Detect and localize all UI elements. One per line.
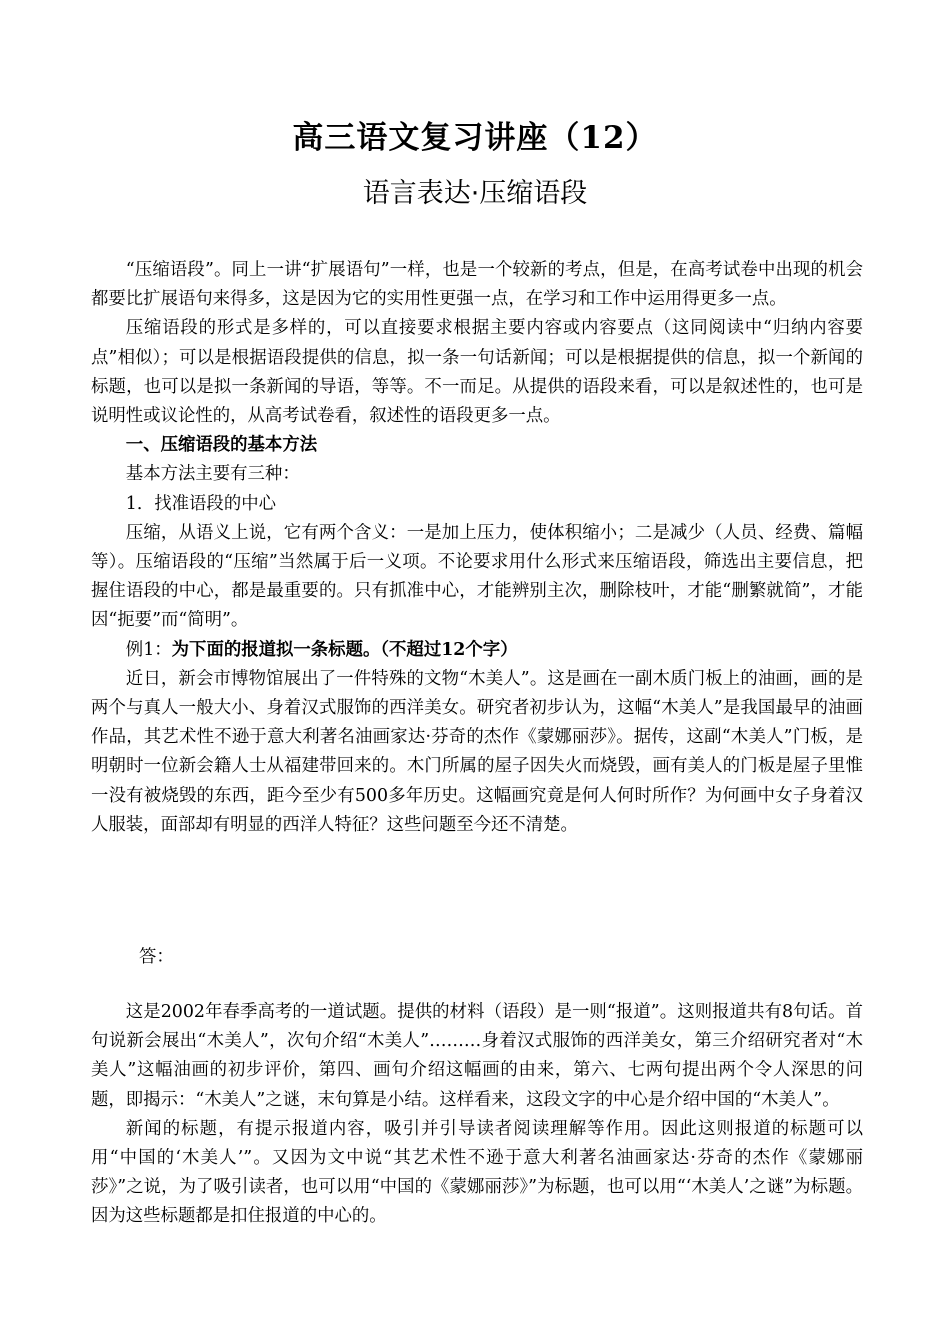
body-section-intro xyxy=(91,256,863,840)
paragraph-forms: 压缩语段的形式是多样的，可以直接要求根据主要内容或内容要点（这同阅读中“归纳内容要点”相似）；可以是根据语段提供的信息，拟一条一句话新闻；可以是根据提供的信息，拟一个新闻的标题，也可以是拟一条新闻的导语，等等。不一而足。从提供的语段来看，可以是叙述性的，也可是说明性或议论性的，从高考试卷看，叙述性的语段更多一点。 xyxy=(91,318,863,427)
method-1-heading: 1．找准语段的中心 xyxy=(125,493,276,514)
paragraph-headline-choice: 新闻的标题，有提示报道内容，吸引并引导读者阅读理解等作用。因此这则报道的标题可以用“中国的‘木美人’”。又因为文中说“其艺术性不逊于意大利著名油画家达·芬奇的杰作《蒙娜丽莎》”之说，为了吸引读者，也可以用“中国的《蒙娜丽莎》”为标题，也可以用“‘木美人’之谜”为标题。因为这些标题都是扣住报道的中心的。 xyxy=(91,1118,863,1227)
document-title: 高三语文复习讲座（12） xyxy=(292,120,658,156)
example-prompt: 为下面的报道拟一条标题。（不超过12个字） xyxy=(171,639,518,660)
document-subtitle: 语言表达·压缩语段 xyxy=(362,178,588,209)
section-heading-methods: 一、压缩语段的基本方法 xyxy=(125,435,318,456)
paragraph-methods-intro: 基本方法主要有三种： xyxy=(125,464,300,485)
body-section-analysis xyxy=(91,998,863,1232)
example-1-line xyxy=(91,636,863,665)
paragraph-compress-meaning: 压缩，从语义上说，它有两个含义：一是加上压力，使体积缩小；二是减少（人员、经费、篇幅等）。压缩语段的“压缩”当然属于后一义项。不论要求用什么形式来压缩语段，筛选出主要信息，把握住语段的中心，都是最重要的。只有抓准中心，才能辨别主次，删除枝叶，才能“删繁就简”，才能因“扼要”而“简明”。 xyxy=(91,522,863,631)
paragraph-intro: “压缩语段”。同上一讲“扩展语句”一样，也是一个较新的考点，但是，在高考试卷中出现的机会都要比扩展语句来得多，这是因为它的实用性更强一点，在学习和工作中运用得更多一点。 xyxy=(91,260,863,310)
paragraph-example-report: 近日，新会市博物馆展出了一件特殊的文物“木美人”。这是画在一副木质门板上的油画，画的是两个与真人一般大小、身着汉式服饰的西洋美女。研究者初步认为，这幅“木美人”是我国最早的油画作品，其艺术性不逊于意大利著名油画家达·芬奇的杰作《蒙娜丽莎》。据传，这副“木美人”门板，是明朝时一位新会籍人士从福建带回来的。木门所属的屋子因失火而烧毁，画有美人的门板是屋子里惟一没有被烧毁的东西，距今至少有500多年历史。这幅画究竟是何人何时所作？为何画中女子身着汉人服装，面部却有明显的西洋人特征？这些问题至今还不清楚。 xyxy=(91,668,863,835)
paragraph-analysis: 这是2002年春季高考的一道试题。提供的材料（语段）是一则“报道”。这则报道共有8句话。首句说新会展出“木美人”，次句介绍“木美人”………身着汉式服饰的西洋美女，第三介绍研究者对“木美人”这幅油画的初步评价，第四、画句介绍这幅画的由来，第六、七两句提出两个令人深思的问题，即揭示：“木美人”之谜，末句算是小结。这样看来，这段文字的中心是介绍中国的“木美人”。 xyxy=(91,1002,863,1110)
example-label: 例1： xyxy=(125,639,172,660)
answer-label: 答： xyxy=(139,947,174,967)
